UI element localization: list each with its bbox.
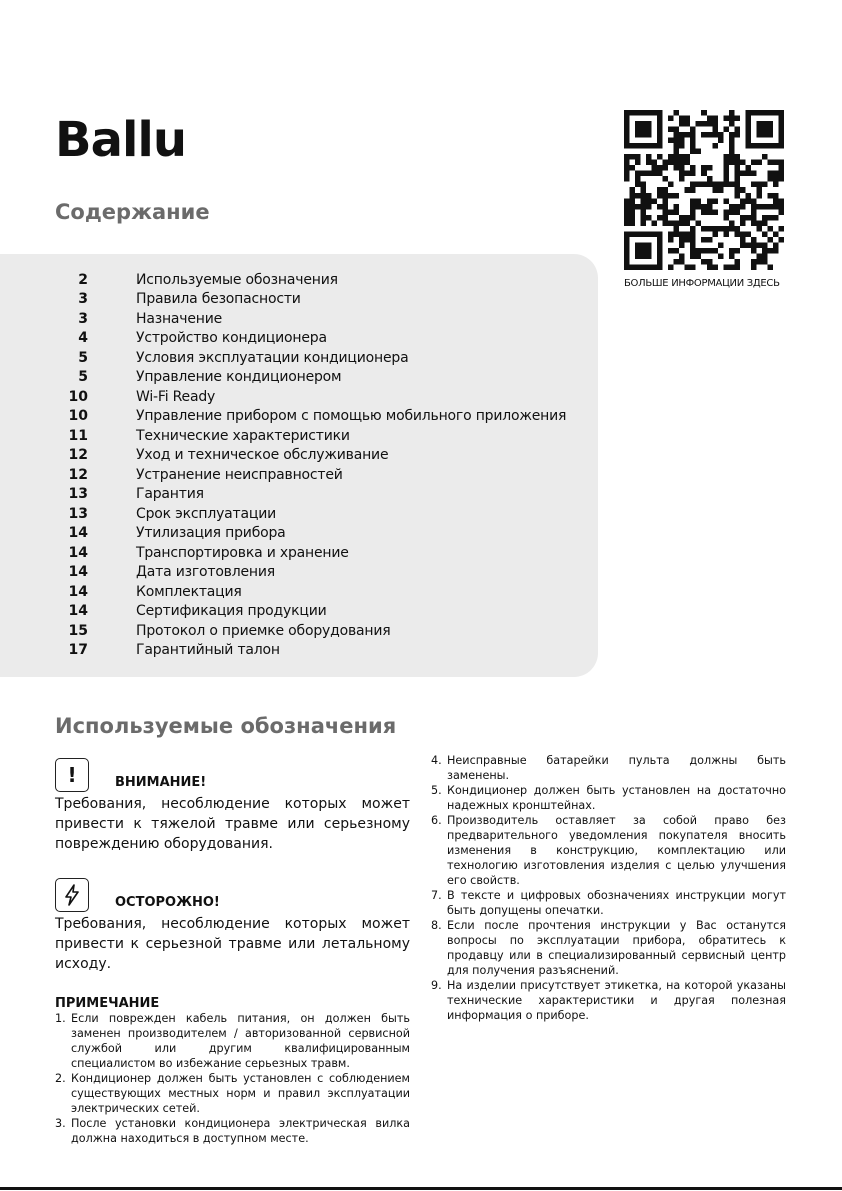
notes-list-left <box>55 1011 410 1146</box>
contents-item[interactable] <box>0 465 600 485</box>
note-heading: ПРИМЕЧАНИЕ <box>55 996 160 1011</box>
note-text: Неисправные батарейки пульта должны быть заменены. <box>447 754 786 782</box>
warning-label: ВНИМАНИЕ! <box>115 775 207 790</box>
note-text: Производитель оставляет за собой право без предварительного уведомления покупателя вносить изменения в конструкцию, комплектацию или технологию изготовления изделия с целью улучшения его свойств. <box>447 814 786 887</box>
contents-page: 12 <box>68 447 88 464</box>
contents-item[interactable] <box>0 582 600 602</box>
list-item <box>55 1116 410 1146</box>
contents-item[interactable] <box>0 426 600 446</box>
contents-title: Используемые обозначения <box>136 271 338 288</box>
symbols-right-column <box>431 753 786 1023</box>
list-item <box>431 918 786 978</box>
contents-item[interactable] <box>0 602 600 622</box>
contents-item[interactable] <box>0 504 600 524</box>
contents-title: Протокол о приемке оборудования <box>136 622 391 639</box>
note-text: После установки кондиционера электрическая вилка должна находиться в доступном месте. <box>71 1117 410 1145</box>
note-number: 5. <box>431 784 442 797</box>
contents-item[interactable] <box>0 368 600 388</box>
contents-page: 14 <box>68 583 88 600</box>
contents-title: Назначение <box>136 310 223 327</box>
list-item <box>431 783 786 813</box>
contents-item[interactable] <box>0 446 600 466</box>
contents-title: Управление кондиционером <box>136 369 342 386</box>
warning-header <box>55 756 410 792</box>
warning-text: Требования, несоблюдение которых может привести к тяжелой травме или серьезному повреждению оборудования. <box>55 796 410 852</box>
contents-page: 14 <box>68 525 88 542</box>
contents-item[interactable] <box>0 621 600 641</box>
brand-logo: Ballu <box>55 112 187 168</box>
contents-list <box>0 270 600 660</box>
list-item <box>55 1011 410 1071</box>
contents-title: Устранение неисправностей <box>136 466 343 483</box>
contents-page: 12 <box>68 466 88 483</box>
notes-list-right <box>431 753 786 1023</box>
list-item <box>55 1071 410 1116</box>
qr-caption: БОЛЬШЕ ИНФОРМАЦИИ ЗДЕСЬ <box>624 278 780 289</box>
contents-page: 2 <box>78 271 88 288</box>
contents-title: Технические характеристики <box>136 427 350 444</box>
contents-page: 14 <box>68 564 88 581</box>
contents-page: 17 <box>68 642 88 659</box>
note-text: В тексте и цифровых обозначениях инструкции могут быть допущены опечатки. <box>447 889 786 917</box>
contents-item[interactable] <box>0 641 600 661</box>
contents-item[interactable] <box>0 563 600 583</box>
contents-page: 5 <box>78 369 88 386</box>
note-text: Если поврежден кабель питания, он должен быть заменен производителем / авторизованной сервисной службой или другим квалифицированным специалистом во избежание серьезных травм. <box>71 1012 410 1070</box>
note-text: На изделии присутствует этикетка, на которой указаны технические характеристики и другая полезная информация о приборе. <box>447 979 786 1022</box>
contents-title: Сертификация продукции <box>136 603 327 620</box>
caution-header <box>55 876 410 912</box>
contents-item[interactable] <box>0 309 600 329</box>
contents-item[interactable] <box>0 290 600 310</box>
bottom-rule <box>0 1187 842 1190</box>
contents-page: 5 <box>78 349 88 366</box>
note-number: 2. <box>55 1072 66 1085</box>
list-item <box>431 888 786 918</box>
contents-title: Устройство кондиционера <box>136 330 327 347</box>
contents-item[interactable] <box>0 485 600 505</box>
note-number: 8. <box>431 919 442 932</box>
contents-title: Комплектация <box>136 583 242 600</box>
contents-item[interactable] <box>0 407 600 427</box>
contents-page: 14 <box>68 603 88 620</box>
note-number: 4. <box>431 754 442 767</box>
contents-title: Гарантия <box>136 486 204 503</box>
contents-page: 15 <box>68 622 88 639</box>
contents-item[interactable] <box>0 524 600 544</box>
note-text: Кондиционер должен быть установлен на достаточно надежных кронштейнах. <box>447 784 786 812</box>
symbols-heading: Используемые обозначения <box>55 714 397 738</box>
contents-title: Правила безопасности <box>136 291 301 308</box>
contents-item[interactable] <box>0 348 600 368</box>
note-number: 1. <box>55 1012 66 1025</box>
contents-title: Уход и техническое обслуживание <box>136 447 389 464</box>
contents-title: Условия эксплуатации кондиционера <box>136 349 409 366</box>
contents-item[interactable] <box>0 329 600 349</box>
contents-title: Управление прибором с помощью мобильного приложения <box>136 408 567 425</box>
contents-title: Дата изготовления <box>136 564 275 581</box>
contents-title: Гарантийный талон <box>136 642 280 659</box>
caution-label: ОСТОРОЖНО! <box>115 895 220 910</box>
contents-item[interactable] <box>0 270 600 290</box>
qr-code-icon <box>624 110 784 270</box>
note-number: 3. <box>55 1117 66 1130</box>
contents-heading: Содержание <box>55 200 210 224</box>
list-item <box>431 813 786 888</box>
note-number: 9. <box>431 979 442 992</box>
contents-page: 4 <box>78 330 88 347</box>
contents-page: 10 <box>68 408 88 425</box>
contents-title: Утилизация прибора <box>136 525 286 542</box>
contents-page: 13 <box>68 486 88 503</box>
list-item <box>431 978 786 1023</box>
contents-item[interactable] <box>0 387 600 407</box>
note-text: Кондиционер должен быть установлен с соблюдением существующих местных норм и правил эксплуатации электрических сетей. <box>71 1072 410 1115</box>
contents-page: 3 <box>78 291 88 308</box>
caution-text: Требования, несоблюдение которых может привести к серьезной травме или летальному исходу. <box>55 916 410 972</box>
contents-title: Wi-Fi Ready <box>136 388 216 405</box>
contents-page: 10 <box>68 388 88 405</box>
contents-page: 3 <box>78 310 88 327</box>
contents-title: Транспортировка и хранение <box>136 544 349 561</box>
contents-title: Срок эксплуатации <box>136 505 276 522</box>
note-number: 7. <box>431 889 442 902</box>
contents-item[interactable] <box>0 543 600 563</box>
list-item <box>431 753 786 783</box>
contents-page: 11 <box>68 427 88 444</box>
lightning-icon <box>55 878 89 912</box>
contents-page: 14 <box>68 544 88 561</box>
note-text: Если после прочтения инструкции у Вас останутся вопросы по эксплуатации прибора, обратитесь к продавцу или в специализированный сервисный центр для получения разъяснений. <box>447 919 786 977</box>
symbols-left-column <box>55 756 410 1146</box>
exclamation-icon: ! <box>55 758 89 792</box>
note-number: 6. <box>431 814 442 827</box>
contents-page: 13 <box>68 505 88 522</box>
